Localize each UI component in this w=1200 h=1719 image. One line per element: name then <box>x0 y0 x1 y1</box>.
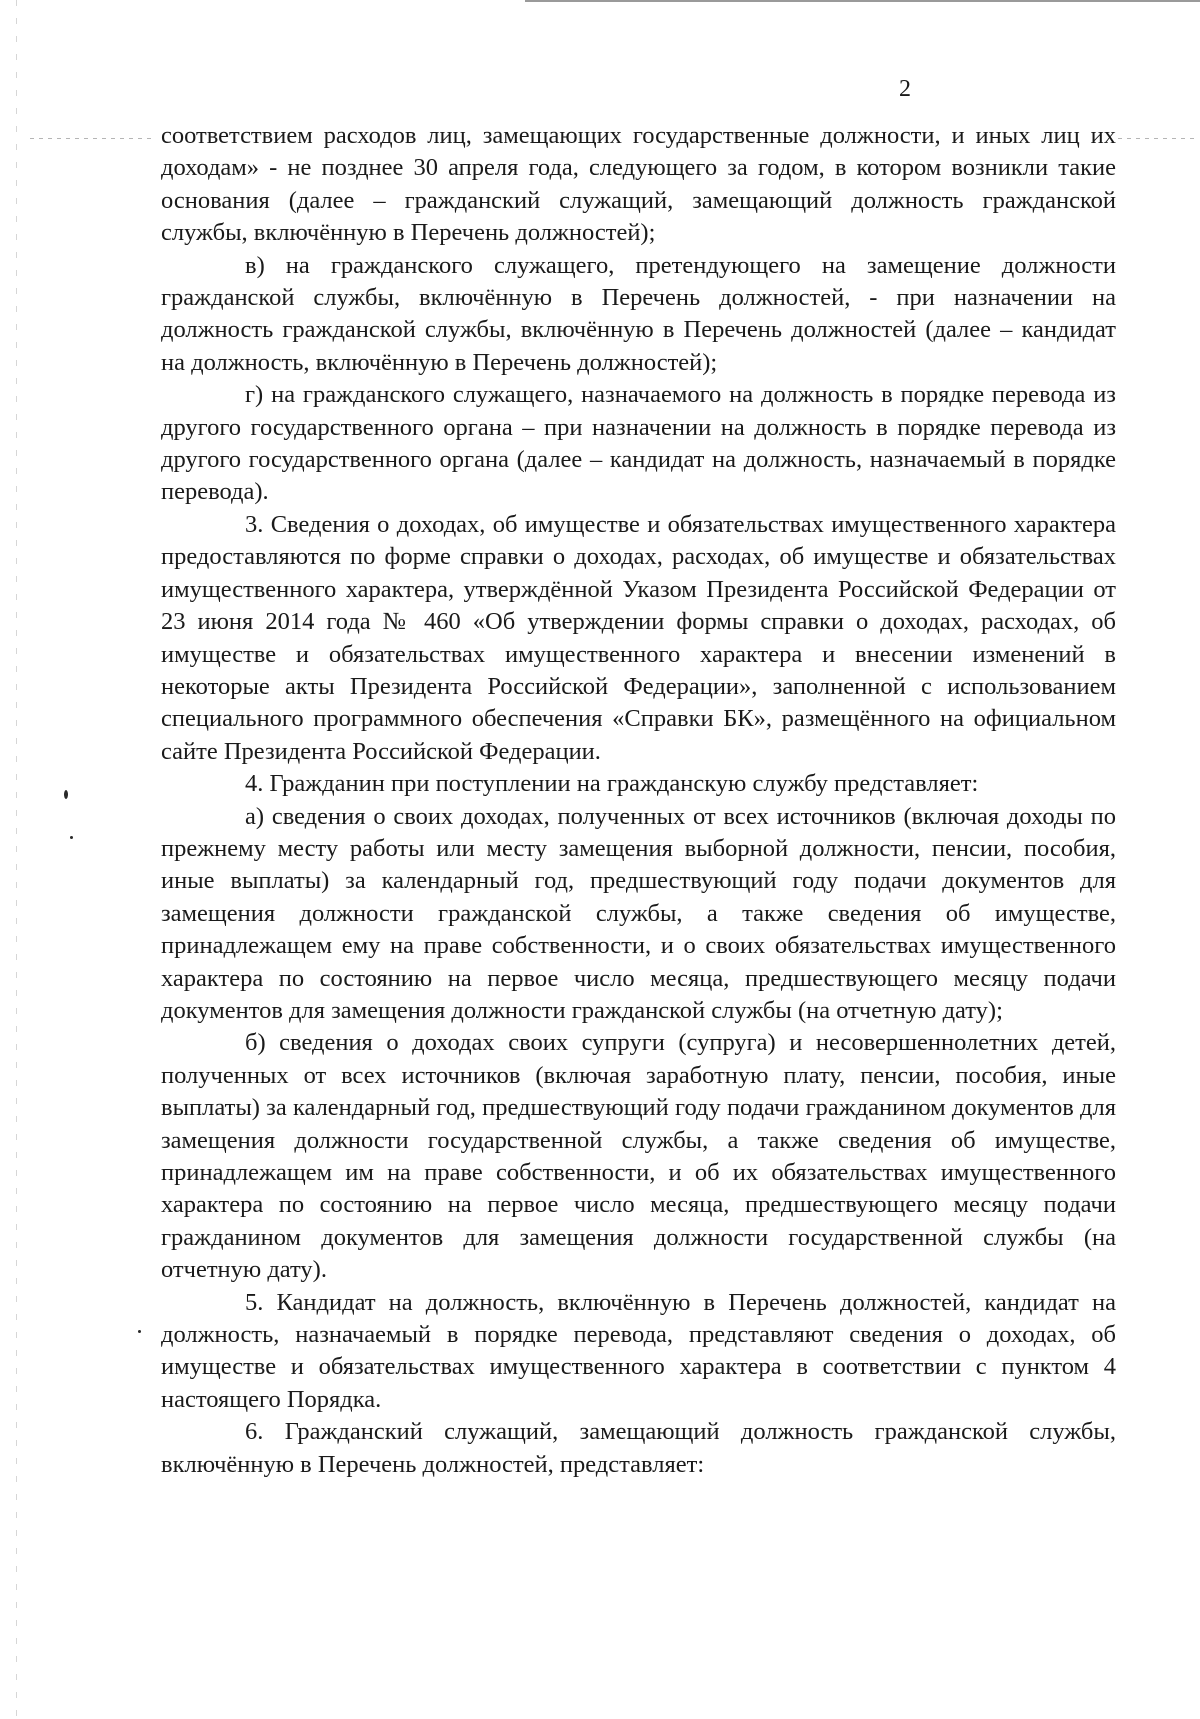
paragraph-item-b: б) сведения о доходах своих супруги (супруга) и несовершеннолетних детей, полученных от всех источников (включая заработную плату, пенсии, пособия, иные выплаты) за календарный год, предшествующий году подачи гражданином документов для замещения должности государственной службы, а также сведения об имуществе, принадлежащем им на праве собственности, и об их обязательствах имущественного характера по состоянию на первое число месяца, предшествующего месяцу подачи гражданином документов для замещения должности государственной службы (на отчетную дату). <box>161 1029 1116 1284</box>
document-body <box>161 120 1116 1481</box>
paragraph-section-5: 5. Кандидат на должность, включённую в Перечень должностей, кандидат на должность, назначаемый в порядке перевода, представляют сведения о доходах, об имуществе и обязательствах имущественного характера в соответствии с пунктом 4 настоящего Порядка. <box>161 1288 1116 1413</box>
paragraph-section-6: 6. Гражданский служащий, замещающий должность гражданской службы, включённую в Перечень должностей, представляет: <box>161 1418 1116 1478</box>
paragraph-item-a: а) сведения о своих доходах, полученных от всех источников (включая доходы по прежнему месту работы или месту замещения выборной должности, пенсии, пособия, иные выплаты) за календарный год, предшествующий году подачи документов для замещения должности гражданской службы, а также сведения об имуществе, принадлежащем ему на праве собственности, и о своих обязательствах имущественного характера по состоянию на первое число месяца, предшествующего месяцу подачи документов для замещения должности гражданской службы (на отчетную дату); <box>161 802 1116 1024</box>
paragraph-section-3: 3. Сведения о доходах, об имуществе и обязательствах имущественного характера предоставляются по форме справки о доходах, расходах, об имуществе и обязательствах имущественного характера, утверждённой Указом Президента Российской Федерации от 23 июня 2014 года № 460 «Об утверждении формы справки о доходах, расходах, об имуществе и обязательствах имущественного характера и внесении изменений в некоторые акты Президента Российской Федерации», заполненной с использованием специального программного обеспечения «Справки БК», размещённого на официальном сайте Президента Российской Федерации. <box>161 510 1116 765</box>
paragraph-section-4: 4. Гражданин при поступлении на гражданскую службу представляет: <box>245 770 979 798</box>
scan-left-edge <box>16 0 17 1719</box>
scan-speck <box>138 1330 141 1333</box>
page-number: 2 <box>899 76 911 102</box>
scan-speck <box>70 836 73 839</box>
scan-top-rule <box>525 0 1200 2</box>
paragraph-item-v: в) на гражданского служащего, претендующего на замещение должности гражданской службы, включённую в Перечень должностей, - при назначении на должность гражданской службы, включённую в Перечень должностей (далее – кандидат на должность, включённую в Перечень должностей); <box>161 251 1116 376</box>
scan-mark-left <box>30 138 155 139</box>
paragraph-item-g: г) на гражданского служащего, назначаемого на должность в порядке перевода из другого государственного органа – при назначении на должность в порядке перевода из другого государственного органа (далее – кандидат на должность, назначаемый в порядке перевода). <box>161 381 1116 506</box>
paragraph-continuation: соответствием расходов лиц, замещающих государственные должности, и иных лиц их доходам» - не позднее 30 апреля года, следующего за годом, в котором возникли такие основания (далее – гражданский служащий, замещающий должность гражданской службы, включённую в Перечень должностей); <box>161 122 1116 247</box>
scan-speck <box>64 790 68 799</box>
scan-mark-right <box>1118 138 1198 139</box>
